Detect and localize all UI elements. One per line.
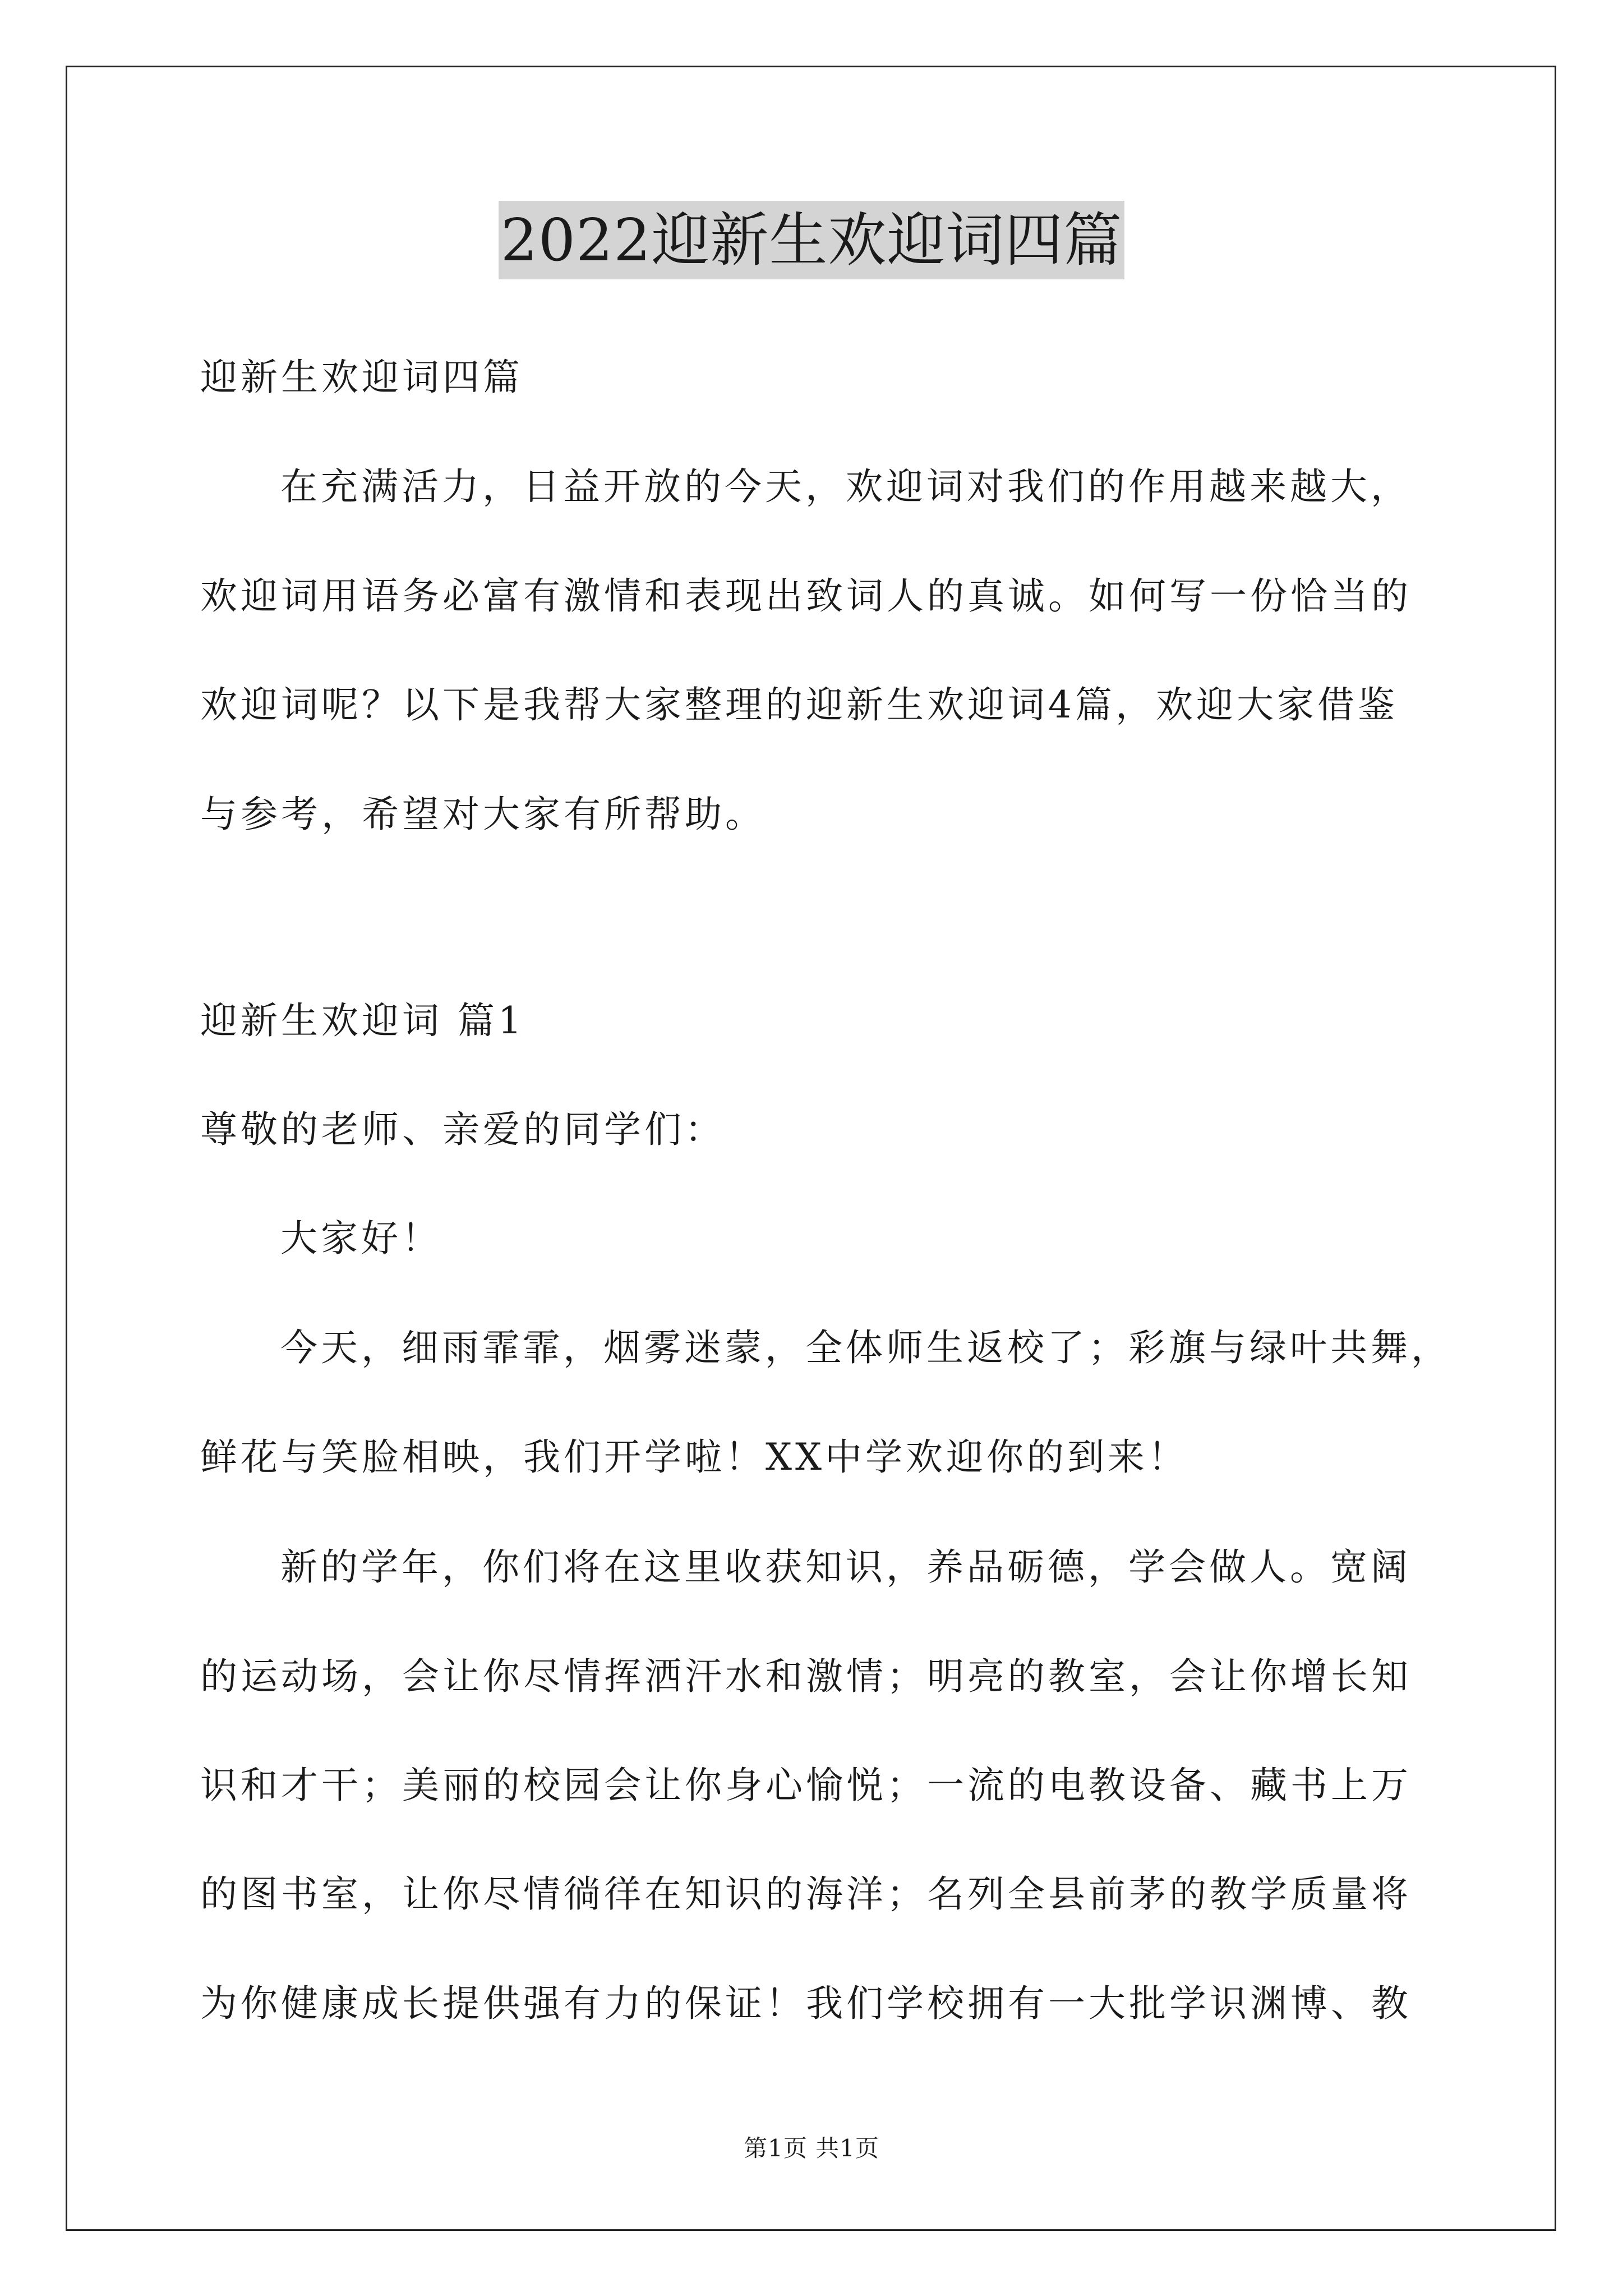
document-subtitle: 迎新生欢迎词四篇	[200, 356, 523, 399]
paragraph-line: 新的学年，你们将在这里收获知识，养品砺德，学会做人。宽阔	[280, 1545, 1411, 1589]
paragraph-line: 今天，细雨霏霏，烟雾迷蒙，全体师生返校了；彩旗与绿叶共舞，	[280, 1326, 1451, 1369]
document-title: 2022迎新生欢迎词四篇	[499, 201, 1125, 279]
page-footer: 第1页 共1页	[744, 2134, 879, 2162]
salutation: 尊敬的老师、亲爱的同学们：	[200, 1108, 725, 1151]
paragraph-line: 为你健康成长提供强有力的保证！我们学校拥有一大批学识渊博、教	[200, 1982, 1412, 2025]
greeting: 大家好！	[280, 1217, 442, 1260]
paragraph-line: 的图书室，让你尽情徜徉在知识的海洋；名列全县前茅的教学质量将	[200, 1872, 1412, 1916]
intro-line: 与参考，希望对大家有所帮助。	[200, 793, 766, 836]
intro-line: 在充满活力，日益开放的今天，欢迎词对我们的作用越来越大，	[280, 465, 1411, 508]
paragraph-line: 鲜花与笑脸相映，我们开学啦！XX中学欢迎你的到来！	[200, 1435, 1188, 1479]
title-container	[0, 201, 1623, 279]
paragraph-line: 的运动场，会让你尽情挥洒汗水和激情；明亮的教室，会让你增长知	[200, 1655, 1412, 1698]
intro-line: 欢迎词用语务必富有激情和表现出致词人的真诚。如何写一份恰当的	[200, 574, 1412, 618]
paragraph-line: 识和才干；美丽的校园会让你身心愉悦；一流的电教设备、藏书上万	[200, 1764, 1412, 1807]
section-heading: 迎新生欢迎词 篇1	[200, 999, 525, 1042]
intro-line: 欢迎词呢？以下是我帮大家整理的迎新生欢迎词4篇，欢迎大家借鉴	[200, 683, 1398, 726]
